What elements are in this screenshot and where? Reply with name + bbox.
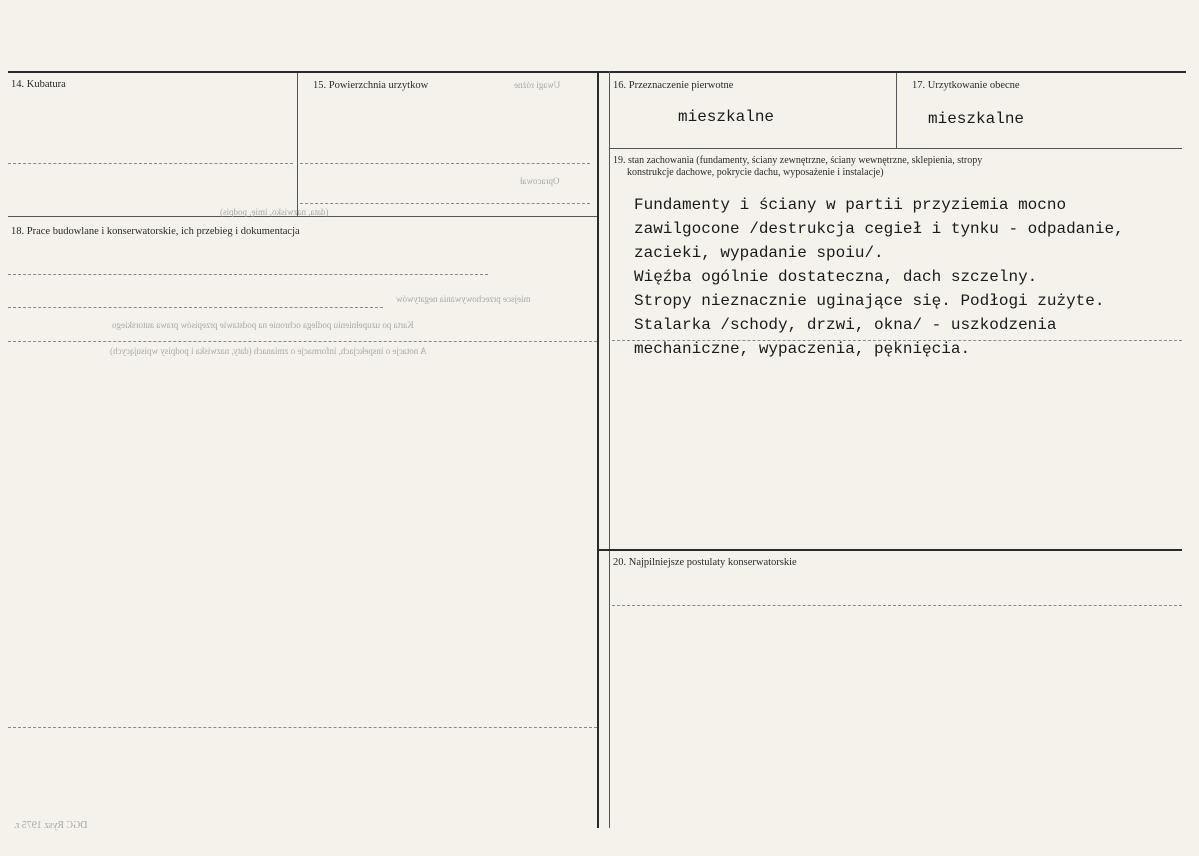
print-mark: DGC Rysz 1975 r. [14, 820, 88, 831]
dotted-line [300, 203, 590, 204]
bleed-through-text: miejsce przechowywania negatywów [396, 294, 531, 304]
field-20-label: 20. Najpilniejsze postulaty konserwatorskie [613, 557, 797, 568]
field-16-value: mieszkalne [678, 108, 775, 126]
bleed-through-text: (data, nazwisko, imię, podpis) [220, 207, 329, 217]
field-16-label: 16. Przeznaczenie pierwotne [613, 80, 734, 91]
dotted-line [8, 163, 293, 164]
condition-text [634, 193, 1124, 361]
bleed-through-text: Uwagi różne [514, 80, 561, 90]
dotted-line [8, 307, 383, 308]
center-divider-right [609, 71, 610, 828]
dotted-line [300, 163, 590, 164]
condition-line: zacieki, wypadanie spoiu/. [634, 244, 884, 262]
dotted-line [612, 605, 1182, 606]
field-14-15-divider [297, 73, 298, 216]
condition-line: Fundamenty i ściany w partii przyziemia mocno [634, 196, 1067, 214]
condition-line: zawilgocone /destrukcja cegieł i tynku - odpadanie, [634, 220, 1124, 238]
row-19-top-rule [609, 148, 1182, 149]
center-divider-left [597, 71, 599, 828]
row-20-top-rule [599, 549, 1182, 551]
bleed-through-text: Karta po uzupełnieniu podlega ochronie na podstawie przepisów prawa autorskiego [112, 320, 414, 330]
condition-line: mechaniczne, wypaczenia, pęknięcia. [634, 340, 971, 358]
bleed-through-text: Opracował [520, 176, 560, 186]
field-19-label-line1: 19. stan zachowania (fundamenty, ściany zewnętrzne, ściany wewnętrzne, sklepienia, stropy [613, 155, 983, 166]
field-19-label-line2: konstrukcje dachowe, pokrycie dachu, wyposażenie i instalacje) [627, 167, 884, 178]
bleed-through-text: A notacje o inspekcjach, informacje o zmianach (daty, nazwiska i podpisy wpisujących) [110, 346, 427, 356]
dotted-line [8, 274, 488, 275]
condition-line: Stalarka /schody, drzwi, okna/ - uszkodzenia [634, 316, 1057, 334]
field-17-value: mieszkalne [928, 110, 1025, 128]
field-17-label: 17. Urzytkowanie obecne [912, 80, 1020, 91]
condition-line: Stropy nieznacznie uginające się. Podłogi zużyte. [634, 292, 1105, 310]
field-16-17-divider [896, 73, 897, 148]
condition-line: Więźba ogólnie dostateczna, dach szczelny. [634, 268, 1038, 286]
field-14-label: 14. Kubatura [11, 79, 66, 90]
field-18-label: 18. Prace budowlane i konserwatorskie, ich przebieg i dokumentacja [11, 226, 300, 237]
dotted-line [8, 341, 597, 342]
field-15-label: 15. Powierzchnia urzytkow [313, 80, 429, 91]
dotted-line [8, 727, 597, 728]
